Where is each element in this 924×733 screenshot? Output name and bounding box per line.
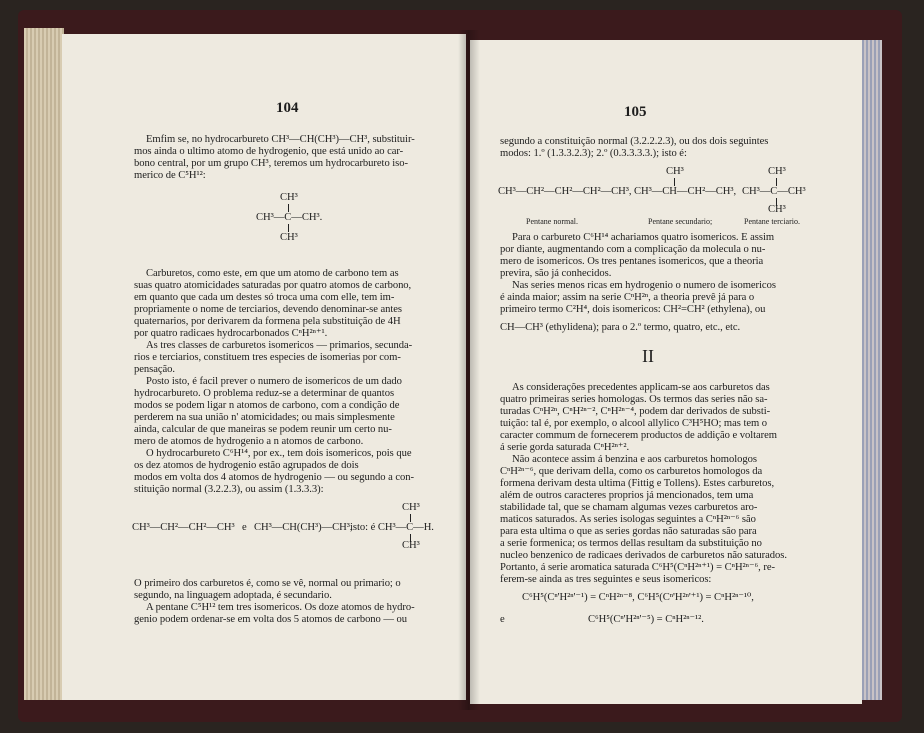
text-line: O primeiro dos carburetos é, como se vê, normal ou primario; o <box>134 578 401 589</box>
text-line: mero de isomericos. Os tres pentanes isomericos, que a theoria <box>500 256 764 267</box>
formula-b: CH³—CH(CH³)—CH³, <box>254 522 353 533</box>
text-line: genio podem ordenar-se em volta dos 5 atomos de carbono — ou <box>134 614 408 625</box>
text-line: As considerações precedentes applicam-se aos carburetos das <box>512 382 770 393</box>
text-line: Emfim se, no hydrocarbureto CH³—CH(CH³)—CH³, substituir- <box>146 134 415 145</box>
text-line: á serie gorda saturada CⁿH²ⁿ⁺². <box>500 442 630 453</box>
text-line: bono central, por um grupo CH³, teremos um hydrocarbureto iso- <box>134 158 408 169</box>
formula-label: Pentane terciario. <box>744 217 800 226</box>
text-line: Não acontece assim á benzina e aos carburetos homologos <box>512 454 757 465</box>
text-line: os dez atomos de hydrogenio estão agrupados de dois <box>134 460 359 471</box>
text-line: tuição: tal é, por exemplo, o alcool allylico C³H⁵HO; mas tem o <box>500 418 768 429</box>
text-line: turadas CⁿH²ⁿ, CⁿH²ⁿ⁻², CⁿH²ⁿ⁻⁴, podem dar derivados de substi- <box>500 406 771 417</box>
text-line: para esta ultima o que as series gordas não saturadas são para <box>500 526 757 537</box>
text-line: stituição normal (3.2.2.3), ou assim (1.3.3.3): <box>134 484 324 495</box>
formula-top: CH³ <box>280 192 298 203</box>
text-line: mos ainda o ultimo atomo de hydrogenio, que está unido ao car- <box>134 146 404 157</box>
text-line: formena derivam desta ultima (Fittig e Tollens). Estes carburetos, <box>500 478 775 489</box>
text-line: previra, são já conhecidos. <box>500 268 612 279</box>
text-line: primeiro termo C²H⁴, dois isomericos: CH²=CH² (ethylena), ou <box>500 304 766 315</box>
text-line: A pentane C⁵H¹² tem tres isomericos. Os doze atomos de hydro- <box>146 602 415 613</box>
text-line: stabilidade tal, que se chamam algumas vezes carburetos aro- <box>500 502 758 513</box>
text-line: nucleo benzenico de radicaes derivados de carburetos não saturados. <box>500 550 787 561</box>
text-line: pensação. <box>134 364 176 375</box>
left-page <box>62 34 466 700</box>
text-line: CⁿH²ⁿ⁻⁶, que derivam della, como os carburetos homologos da <box>500 466 763 477</box>
equation: C⁶H⁵(Cⁿ'H²ⁿ'⁻⁵) = CⁿH²ⁿ⁻¹². <box>588 614 704 625</box>
formula-middle: CH³—C—CH³. <box>256 212 323 223</box>
equation-prefix: e <box>500 614 505 625</box>
formula-terciario: CH³—C—CH³ <box>742 186 806 197</box>
text-line: a serie formenica; os termos dellas resultam da substituição no <box>500 538 762 549</box>
text-line: Posto isto, é facil prever o numero de isomericos de um dado <box>146 376 402 387</box>
formula-a: CH³—CH²—CH²—CH³ <box>132 522 235 533</box>
text-line: hydrocarbureto. O problema reduz-se a determinar de quantos <box>134 388 395 399</box>
page-edges-right <box>860 40 882 700</box>
text-line: O hydrocarbureto C⁶H¹⁴, por ex., tem dois isomericos, pois que <box>146 448 412 459</box>
bond-line <box>288 204 289 212</box>
formula-secundario: CH³—CH—CH²—CH³, <box>634 186 737 197</box>
formula-bottom: CH³ <box>768 204 786 215</box>
text-line: As tres classes de carburetos isomericos — primarios, secunda- <box>146 340 413 351</box>
text-line: CH—CH³ (ethylidena); para o 2.º termo, quatro, etc., etc. <box>500 322 741 333</box>
text-line: modos: 1.º (1.3.3.2.3); 2.º (0.3.3.3.3.); isto é: <box>500 148 687 159</box>
text-line: mero de atomos de hydrogenio a n atomos de carbono. <box>134 436 364 447</box>
text-line: em quanto que cada um destes só troca uma com elle, tem im- <box>134 292 395 303</box>
bond-line <box>288 224 289 232</box>
text-line: caracter commum de fornecerem productos de addição e voltarem <box>500 430 777 441</box>
text-line: suas quatro atomicidades saturadas por quatro atomos de carbono, <box>134 280 412 291</box>
text-line: merico de C⁵H¹²: <box>134 170 206 181</box>
equation: C⁶H⁵(Cⁿ'H²ⁿ'⁻¹) = CⁿH²ⁿ⁻⁸, C⁶H⁵(Cⁿ'H²ⁿ'⁺¹) = CⁿH²ⁿ⁻¹⁰, <box>522 592 754 603</box>
text-line: segundo, na linguagem adoptada, é secundario. <box>134 590 332 601</box>
bond-line <box>674 178 675 186</box>
right-page <box>470 40 862 704</box>
text-line: modos em volta dos 4 atomos de hydrogenio — ou segundo a con- <box>134 472 414 483</box>
formula-bottom: CH³ <box>280 232 298 243</box>
text-line: por diante, augmentando com a complicação da molecula o nu- <box>500 244 766 255</box>
text-line: ainda, calcular de que maneiras se podem reunir um certo nu- <box>134 424 392 435</box>
text-line: modos se podem ligar n atomos de carbono, com a condição de <box>134 400 400 411</box>
text-line: propriamente o nome de terciarios, devendo denominar-se antes <box>134 304 402 315</box>
formula-normal: CH³—CH²—CH²—CH²—CH³, <box>498 186 632 197</box>
text-line: além de outros caracteres proprios já mencionados, tem uma <box>500 490 754 501</box>
text-line: é ainda maior; assim na serie CⁿH²ⁿ, a theoria prevê já para o <box>500 292 755 303</box>
book-gutter <box>458 30 480 710</box>
formula-top: CH³ <box>768 166 786 177</box>
text-line: segundo a constituição normal (3.2.2.2.3), ou dos dois seguintes <box>500 136 769 147</box>
page-number: 104 <box>276 100 299 116</box>
text-line: rios e terciarios, constituem tres especies de isomerias por com- <box>134 352 401 363</box>
formula-bottom: CH³ <box>402 540 420 551</box>
formula-label: Pentane secundario; <box>648 217 713 226</box>
section-heading: II <box>642 346 654 366</box>
formula-top: CH³ <box>666 166 684 177</box>
text-line: perderem na sua união n' atomicidades; ou mais simplesmente <box>134 412 395 423</box>
bond-line <box>776 178 777 186</box>
text-line: Nas series menos ricas em hydrogenio o numero de isomericos <box>512 280 776 291</box>
text-line: quaternarios, por derivarem da formena pela substituição de 4H <box>134 316 401 327</box>
formula-c: isto: é CH³—C—H. <box>350 522 434 533</box>
formula-top: CH³ <box>402 502 420 513</box>
bond-line <box>410 514 411 522</box>
text-line: Portanto, á serie aromatica saturada C⁶H⁵(CⁿH²ⁿ⁺¹) = CⁿH²ⁿ⁻⁶, re- <box>500 562 775 573</box>
text-line: Carburetos, como este, em que um atomo de carbono tem as <box>146 268 399 279</box>
text-line: Para o carbureto C⁶H¹⁴ achariamos quatro isomericos. E assim <box>512 232 775 243</box>
formula-sep: e <box>242 522 247 533</box>
page-number: 105 <box>624 104 647 120</box>
formula-label: Pentane normal. <box>526 217 578 226</box>
page-edges-left <box>24 28 64 700</box>
text-line: ferem-se ainda as tres seguintes e seus isomericos: <box>500 574 712 585</box>
text-line: maticos saturados. As series isologas seguintes a CⁿH²ⁿ⁻⁶ são <box>500 514 756 525</box>
text-line: quatro primeiras series homologas. Os termos das series não sa- <box>500 394 768 405</box>
text-line: por quatro radicaes hydrocarbonados CⁿH²ⁿ⁺¹. <box>134 328 328 339</box>
